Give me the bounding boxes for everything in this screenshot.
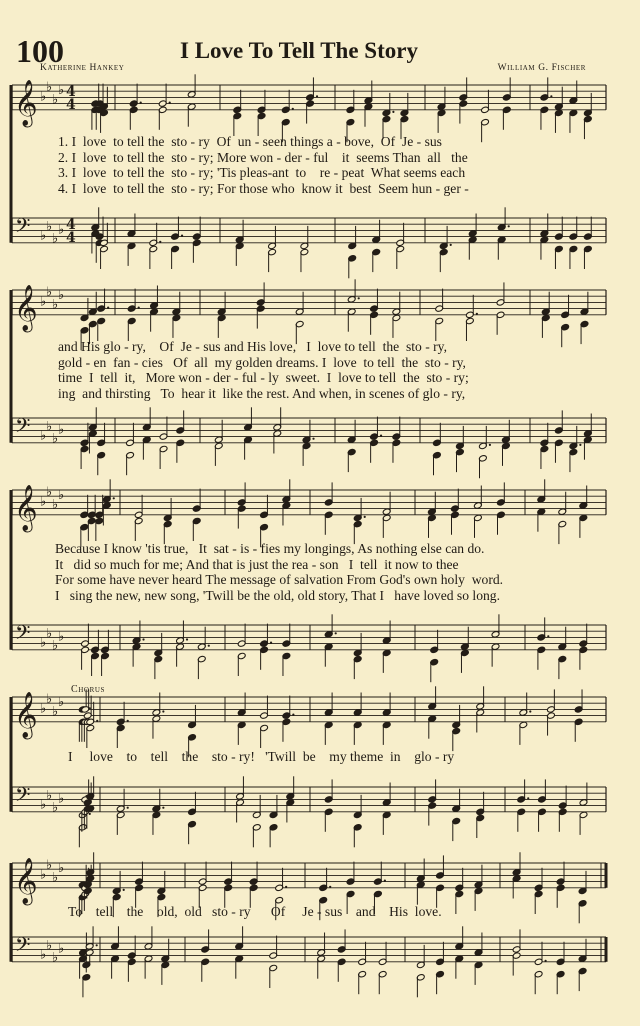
flat-icon: ♭	[58, 83, 65, 99]
flat-icon: ♭	[46, 858, 53, 874]
lyricist-credit: Katherine Hankey	[40, 63, 125, 73]
dot-icon	[96, 720, 98, 722]
dot-icon	[127, 720, 129, 722]
flat-icon: ♭	[46, 285, 53, 301]
dot-icon	[162, 807, 164, 809]
flat-icon: ♭	[40, 947, 47, 963]
treble-clef-icon: 𝄞	[14, 284, 38, 331]
flat-icon: ♭	[40, 294, 47, 310]
flat-icon: ♭	[46, 419, 53, 435]
time-signature-top: 4	[66, 217, 76, 233]
lyric-text: 3. I love to tell the sto - ry; 'Tis pleas-ant to re - peat What seems each	[58, 165, 466, 180]
dot-icon	[292, 714, 294, 716]
flat-icon: ♭	[40, 428, 47, 444]
dot-icon	[579, 444, 581, 446]
time-signature-top: 4	[66, 84, 76, 100]
flat-icon: ♭	[58, 629, 65, 645]
flat-icon: ♭	[40, 494, 47, 510]
chorus-label: Chorus	[71, 684, 105, 695]
dot-icon	[545, 960, 547, 962]
dot-icon	[476, 313, 478, 315]
flat-icon: ♭	[46, 219, 53, 235]
dot-icon	[547, 635, 549, 637]
flat-icon: ♭	[40, 701, 47, 717]
dot-icon	[364, 516, 366, 518]
bass-clef-icon: 𝄢	[15, 783, 31, 811]
lyric-text: For some have never heard The message of salvation From God's own holy word.	[55, 572, 504, 587]
lyric-text: It did so much for me; And that is just the rea - son I tell it now to thee	[55, 556, 459, 572]
lyric-text: ing and thirsting To hear it like the rest. And when, in scenes of glo - ry,	[58, 385, 466, 401]
dot-icon	[127, 807, 129, 809]
dot-icon	[270, 642, 272, 644]
time-signature-bottom: 4	[66, 230, 76, 246]
treble-clef-icon: 𝄞	[14, 857, 38, 904]
flat-icon: ♭	[58, 861, 65, 877]
dot-icon	[380, 435, 382, 437]
bass-clef-icon: 𝄢	[15, 621, 31, 649]
time-signature-bottom: 4	[66, 97, 76, 113]
lyric-text: 1. I love to tell the sto - ry Of un - seen things a - bove, Of Je - sus	[58, 134, 442, 149]
dot-icon	[450, 244, 452, 246]
dot-icon	[208, 645, 210, 647]
flat-icon: ♭	[46, 788, 53, 804]
dot-icon	[138, 307, 140, 309]
dot-icon	[181, 235, 183, 237]
composer-credit: William G. Fischer	[497, 63, 586, 73]
flat-icon: ♭	[58, 791, 65, 807]
flat-icon: ♭	[52, 92, 59, 108]
dot-icon	[169, 102, 171, 104]
dot-icon	[384, 880, 386, 882]
lyric-text: time I tell it, More won - der - ful - ly sweet. I love to tell the sto - ry;	[58, 370, 469, 385]
treble-clef-icon: 𝄞	[14, 484, 38, 531]
dot-icon	[186, 638, 188, 640]
flat-icon: ♭	[52, 297, 59, 313]
flat-icon: ♭	[52, 497, 59, 513]
flat-icon: ♭	[40, 228, 47, 244]
lyric-text: and His glo - ry, Of Je - sus and His love, I love to tell the sto - ry,	[58, 339, 447, 354]
dot-icon	[96, 944, 98, 946]
dot-icon	[508, 225, 510, 227]
flat-icon: ♭	[52, 431, 59, 447]
dot-icon	[529, 710, 531, 712]
lyric-text: To tell the old, old sto - ry Of Je - sus and His love.	[68, 904, 442, 919]
flat-icon: ♭	[58, 422, 65, 438]
dot-icon	[489, 444, 491, 446]
flat-icon: ♭	[46, 692, 53, 708]
dot-icon	[550, 95, 552, 97]
flat-icon: ♭	[52, 800, 59, 816]
dot-icon	[162, 710, 164, 712]
hymn-number: 100	[16, 33, 64, 69]
flat-icon: ♭	[58, 695, 65, 711]
flat-icon: ♭	[40, 797, 47, 813]
dot-icon	[285, 886, 287, 888]
dot-icon	[292, 108, 294, 110]
bass-clef-icon: 𝄢	[15, 214, 31, 242]
dot-icon	[123, 889, 125, 891]
lyric-text: I sing the new, new song, 'Twill be the old, old story, That I have loved so long.	[55, 587, 500, 603]
flat-icon: ♭	[46, 80, 53, 96]
lyric-text: I love to tell the sto - ry! 'Twill be my theme in glo - ry	[68, 749, 455, 764]
flat-icon: ♭	[58, 288, 65, 304]
dot-icon	[107, 307, 109, 309]
flat-icon: ♭	[52, 950, 59, 966]
dot-icon	[140, 102, 142, 104]
dot-icon	[113, 497, 115, 499]
bass-clef-icon: 𝄢	[15, 414, 31, 442]
dot-icon	[329, 886, 331, 888]
flat-icon: ♭	[46, 938, 53, 954]
flat-icon: ♭	[40, 867, 47, 883]
dot-icon	[316, 95, 318, 97]
flat-icon: ♭	[52, 704, 59, 720]
hymn-title: I Love To Tell The Story	[180, 38, 418, 63]
lyric-text: 4. I love to tell the sto - ry; For those who know it best Seem hun - ger -	[58, 180, 469, 196]
dot-icon	[89, 813, 91, 815]
treble-clef-icon: 𝄞	[14, 691, 38, 738]
flat-icon: ♭	[46, 626, 53, 642]
dot-icon	[142, 638, 144, 640]
flat-icon: ♭	[40, 635, 47, 651]
flat-icon: ♭	[58, 488, 65, 504]
dot-icon	[527, 797, 529, 799]
lyric-text: Because I know 'tis true, It sat - is - fies my longings, As nothing else can do.	[55, 541, 485, 556]
dot-icon	[159, 241, 161, 243]
flat-icon: ♭	[52, 231, 59, 247]
flat-icon: ♭	[46, 485, 53, 501]
dot-icon	[358, 297, 360, 299]
bass-clef-icon: 𝄢	[15, 933, 31, 961]
flat-icon: ♭	[40, 89, 47, 105]
dot-icon	[392, 111, 394, 113]
dot-icon	[312, 438, 314, 440]
flat-icon: ♭	[52, 638, 59, 654]
flat-icon: ♭	[58, 222, 65, 238]
lyric-text: gold - en fan - cies Of all my golden dreams. I love to tell the sto - ry,	[58, 354, 466, 370]
flat-icon: ♭	[58, 941, 65, 957]
flat-icon: ♭	[52, 870, 59, 886]
dot-icon	[335, 632, 337, 634]
treble-clef-icon: 𝄞	[14, 79, 38, 126]
lyric-text: 2. I love to tell the sto - ry; More won - der - ful it seems Than all the	[58, 149, 468, 165]
